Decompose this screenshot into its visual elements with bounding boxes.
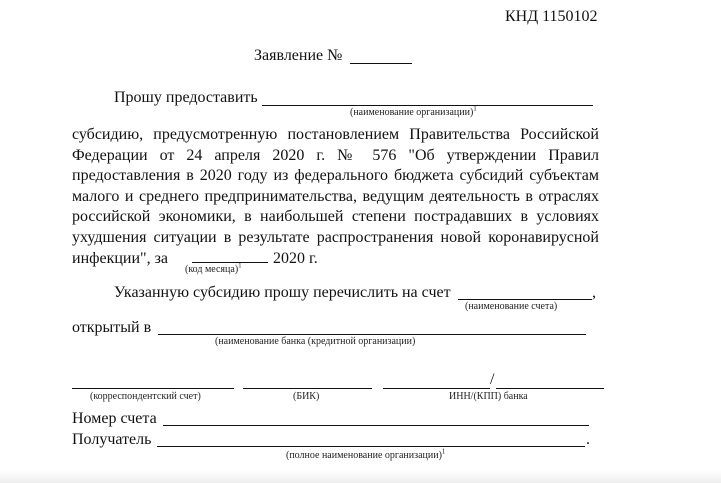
year-text: 2020 г. [273, 250, 318, 267]
application-title: Заявление № [254, 47, 343, 64]
bik-caption: (БИК) [293, 391, 320, 402]
application-number-line[interactable] [350, 63, 412, 64]
body-line-3: предоставления в 2020 году из федерального бюджета субсидий субъектам [72, 167, 599, 184]
account-name-line[interactable] [458, 299, 592, 300]
account-name-caption: (наименование счета) [465, 301, 558, 312]
footnote-mark: 1 [238, 261, 242, 270]
bank-name-line[interactable] [158, 334, 586, 335]
account-number-label: Номер счета [72, 410, 157, 427]
body-line-2: Федерации от 24 апреля 2020 г. № 576 "Об утверждении Правил [72, 147, 599, 164]
bank-name-caption: (наименование банка (кредитной организации) [215, 336, 416, 347]
organization-caption: (наименование организации)$^1$ [350, 104, 477, 118]
body-line-7: инфекции", за [72, 250, 169, 267]
organization-name-line[interactable] [262, 105, 593, 106]
form-code: КНД 1150102 [505, 8, 598, 25]
inn-kpp-caption: ИНН/(КПП) банка [449, 391, 528, 402]
inn-kpp-separator: / [490, 371, 495, 388]
body-line-4: малого и среднего предпринимательства, ведущим деятельность в отраслях [72, 188, 599, 205]
body-line-1: субсидию, предусмотренную постановлением Правительства Российской [72, 126, 599, 143]
request-label: Прошу предоставить [114, 89, 258, 106]
month-code-caption: (код месяца)$^1$ [185, 261, 242, 275]
footnote-mark: 1 [473, 104, 477, 113]
page-bottom-shadow [0, 470, 721, 483]
body-line-6: ухудшения ситуации в результате распространения новой коронавирусной [72, 229, 599, 246]
bik-line[interactable] [243, 388, 372, 389]
recipient-label: Получатель [72, 431, 152, 448]
kpp-line[interactable] [496, 388, 604, 389]
recipient-name-line[interactable] [157, 446, 585, 447]
recipient-period: . [586, 431, 590, 448]
month-code-line[interactable] [192, 262, 268, 263]
inn-line[interactable] [383, 388, 490, 389]
body-line-5: российской экономики, в наибольшей степени пострадавших в условиях [72, 208, 599, 225]
footnote-mark: 1 [441, 447, 446, 456]
correspondent-account-line[interactable] [72, 388, 234, 389]
recipient-caption: (полное наименование организации)$^1$ [286, 447, 446, 461]
account-number-line[interactable] [163, 425, 589, 426]
correspondent-account-caption: (корреспондентский счет) [90, 391, 201, 402]
opened-label: открытый в [72, 319, 152, 336]
transfer-text: Указанную субсидию прошу перечислить на счет [114, 284, 451, 301]
transfer-comma: , [592, 284, 596, 301]
